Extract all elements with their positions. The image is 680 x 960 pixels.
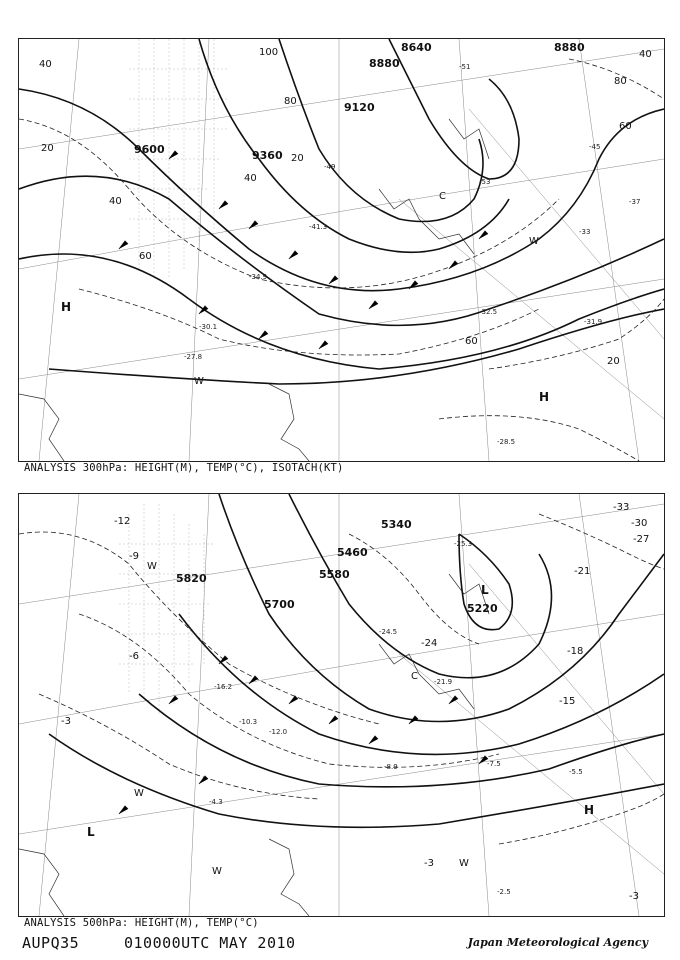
warm-center: W (194, 376, 204, 387)
isotach-label: 20 (607, 356, 620, 367)
isotach-labels (39, 47, 652, 367)
temp-label: -9 (129, 551, 139, 562)
isotach-label: 60 (139, 251, 152, 262)
temp-label: -24 (421, 638, 438, 649)
low-center: L (87, 825, 95, 839)
station-value: -4.3 (209, 798, 223, 806)
hatched-region (129, 39, 229, 279)
warm-center: W (134, 788, 144, 799)
station-value: -16.2 (214, 683, 233, 691)
isotach-label: 80 (284, 96, 297, 107)
isotach-label: 20 (41, 143, 54, 154)
temp-label: -27 (633, 534, 650, 545)
height-label: 5820 (176, 572, 207, 585)
warm-center: W (459, 858, 469, 869)
centers (87, 561, 594, 877)
station-value: -8.9 (384, 763, 398, 771)
warm-center: W (147, 561, 157, 572)
hatched-region (119, 504, 214, 714)
station-values (209, 540, 583, 896)
cold-center: C (439, 191, 446, 202)
temp-label: -30 (631, 518, 648, 529)
isotach-label: 40 (639, 49, 652, 60)
station-value: -25.3 (454, 540, 473, 548)
isotach-label: 40 (39, 59, 52, 70)
temp-label: -33 (579, 228, 591, 236)
temp-label: -3 (61, 716, 71, 727)
temp-label: -15 (559, 696, 576, 707)
isotach-label: 100 (259, 47, 279, 58)
height-label: 5460 (337, 546, 368, 559)
centers (61, 191, 549, 404)
cold-center: C (411, 671, 418, 682)
height-label: 9120 (344, 101, 375, 114)
coastline (19, 119, 489, 461)
temp-label: -3 (424, 858, 434, 869)
isotherms (19, 514, 664, 844)
warm-center: W (212, 866, 222, 877)
caption-500hpa: ANALYSIS 500hPa: HEIGHT(M), TEMP(°C) (24, 917, 259, 929)
temp-label: -6 (129, 651, 139, 662)
station-value: -5.5 (569, 768, 583, 776)
product-code: AUPQ35 (22, 934, 80, 952)
station-value: -12.0 (269, 728, 288, 736)
temp-label: -45 (589, 143, 601, 151)
height-label: 8880 (369, 57, 400, 70)
coastline (19, 574, 489, 916)
temp-label: -3 (629, 891, 639, 902)
height-labels (134, 41, 585, 162)
station-value: -10.3 (239, 718, 258, 726)
isotachs (19, 59, 664, 461)
isotach-label: 60 (465, 336, 478, 347)
isotach-label: 20 (291, 153, 304, 164)
height-label: 8880 (554, 41, 585, 54)
temp-label: -30.1 (199, 323, 218, 331)
temp-label: -21 (574, 566, 591, 577)
temp-label: -34.9 (249, 273, 268, 281)
height-label: 9600 (134, 143, 165, 156)
valid-time: 010000UTC MAY 2010 (124, 934, 296, 952)
wind-barbs (119, 656, 488, 814)
temp-label: -51 (459, 63, 471, 71)
isotach-label: 60 (619, 121, 632, 132)
temp-label: -53 (479, 178, 491, 186)
agency-name: Japan Meteorological Agency (467, 936, 648, 949)
height-label: 8640 (401, 41, 432, 54)
temp-label: -41.3 (309, 223, 328, 231)
graticule (19, 39, 664, 461)
temp-label: -32.5 (479, 308, 498, 316)
station-value: -2.5 (497, 888, 511, 896)
station-value: -7.5 (487, 760, 501, 768)
map-300hpa (18, 38, 665, 462)
height-label: 5340 (381, 518, 412, 531)
height-contours (49, 494, 664, 827)
height-label: 5580 (319, 568, 350, 581)
map-500hpa-svg (19, 494, 664, 916)
temp-label: -37 (629, 198, 641, 206)
high-center: H (61, 300, 72, 314)
map-300hpa-svg (19, 39, 664, 461)
station-value: -21.9 (434, 678, 453, 686)
temp-label: -12 (114, 516, 131, 527)
station-value: -24.5 (379, 628, 398, 636)
caption-300hpa: ANALYSIS 300hPa: HEIGHT(M), TEMP(°C), ISOTACH(KT) (24, 462, 344, 474)
isotach-label: 80 (614, 76, 627, 87)
height-label: 5220 (467, 602, 498, 615)
high-center: H (539, 390, 550, 404)
height-labels (176, 518, 498, 615)
temp-label: -33 (613, 502, 630, 513)
warm-center: W (529, 236, 539, 247)
temp-labels (184, 63, 640, 446)
isotach-label: 40 (244, 173, 257, 184)
high-center: H (584, 803, 595, 817)
temp-label: -49 (324, 163, 336, 171)
temp-label: -31.9 (584, 318, 603, 326)
temp-label: -27.8 (184, 353, 203, 361)
height-label: 5700 (264, 598, 295, 611)
isotach-label: 40 (109, 196, 122, 207)
low-center: L (481, 583, 489, 597)
temp-label: -28.5 (497, 438, 516, 446)
map-500hpa (18, 493, 665, 917)
temp-label: -18 (567, 646, 584, 657)
height-label: 9360 (252, 149, 283, 162)
